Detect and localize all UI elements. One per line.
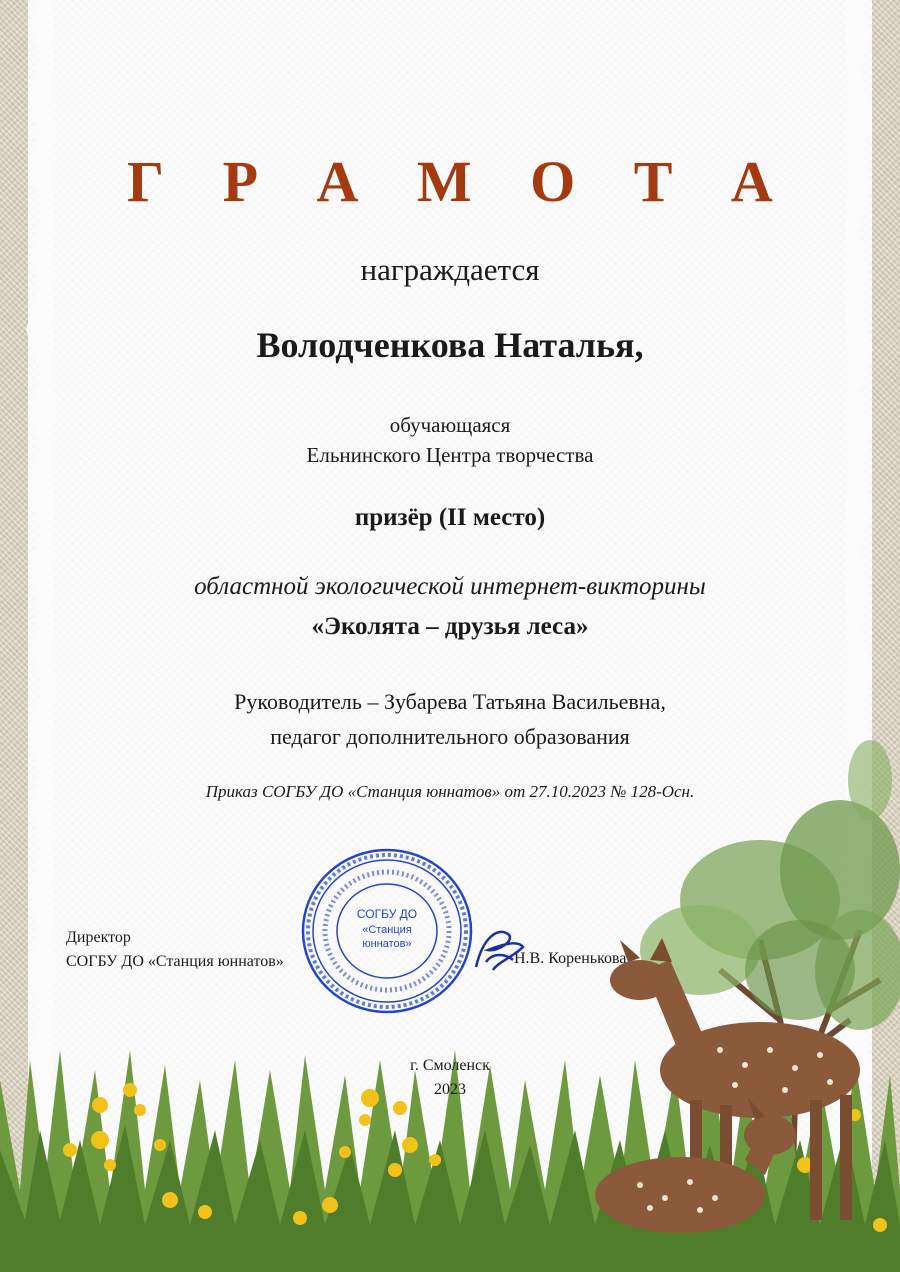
recipient-name: Володченкова Наталья: [256, 325, 635, 365]
student-institution: Ельнинского Центра творчества: [306, 443, 594, 467]
stamp-text-1: СОГБУ ДО: [356, 907, 418, 921]
order-reference: Приказ СОГБУ ДО «Станция юннатов» от 27.10.2023 № 128-Осн.: [205, 782, 695, 801]
director-block: [66, 926, 284, 974]
contest-name: «Эколята – друзья леса»: [311, 613, 589, 640]
city: г. Смоленск: [410, 1057, 490, 1074]
supervisor-info: [0, 684, 900, 754]
awarded-text: награждается: [360, 252, 540, 287]
certificate-title: Г Р А М О Т А: [127, 149, 795, 214]
official-stamp: [300, 846, 475, 1016]
stamp-text-3: юннатов»: [362, 938, 412, 950]
recipient-name-line: [0, 324, 900, 366]
student-status: обучающаяся: [389, 413, 511, 437]
stamp-text-2: «Станция: [362, 924, 412, 936]
supervisor-position: педагог дополнительного образования: [270, 724, 630, 749]
student-info: [0, 410, 900, 470]
contest-type: областной экологической интернет-викторины: [194, 573, 706, 600]
director-name: Н.В. Коренькова: [514, 950, 627, 967]
recipient-comma: ,: [634, 325, 644, 365]
supervisor-name: Руководитель – Зубарева Татьяна Васильевна,: [234, 689, 666, 714]
year: 2023: [434, 1081, 466, 1098]
director-organization: СОГБУ ДО «Станция юннатов»: [66, 953, 284, 970]
footer: [0, 1054, 900, 1102]
award-place: призёр (II место): [354, 504, 546, 531]
director-position: Директор: [66, 929, 131, 946]
director-signature: [468, 922, 528, 977]
